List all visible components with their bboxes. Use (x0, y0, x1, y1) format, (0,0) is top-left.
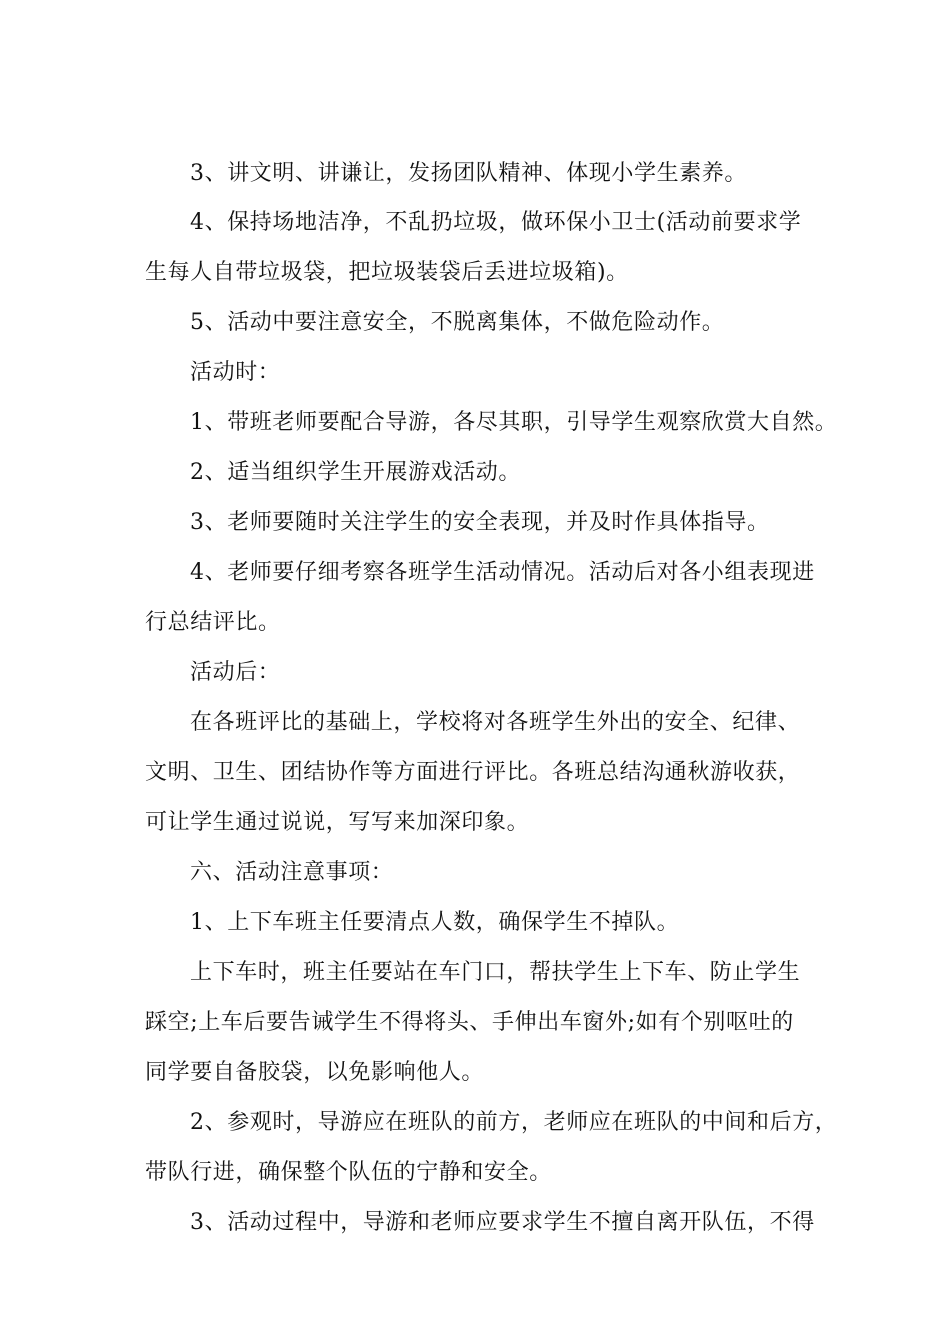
text-line: 上下车时，班主任要站在车门口，帮扶学生上下车、防止学生 (190, 960, 801, 985)
text-line: 4、老师要仔细考察各班学生活动情况。活动后对各小组表现进 (190, 560, 815, 585)
text-line: 可让学生通过说说，写写来加深印象。 (145, 810, 530, 835)
text-line: 1、带班老师要配合导游，各尽其职，引导学生观察欣赏大自然。 (190, 410, 838, 435)
text-line: 1、上下车班主任要清点人数，确保学生不掉队。 (190, 910, 680, 935)
text-line: 踩空;上车后要告诫学生不得将头、手伸出车窗外;如有个别呕吐的 (145, 1010, 794, 1035)
section-heading: 六、活动注意事项： (190, 860, 394, 885)
text-line: 同学要自备胶袋，以免影响他人。 (145, 1060, 485, 1085)
text-line: 2、参观时，导游应在班队的前方，老师应在班队的中间和后方， (190, 1110, 838, 1135)
text-line: 3、讲文明、讲谦让，发扬团队精神、体现小学生素养。 (190, 161, 747, 186)
text-line: 带队行进，确保整个队伍的宁静和安全。 (145, 1160, 552, 1185)
text-line: 文明、卫生、团结协作等方面进行评比。各班总结沟通秋游收获， (145, 760, 801, 785)
text-line: 5、活动中要注意安全，不脱离集体，不做危险动作。 (190, 310, 725, 335)
text-line: 行总结评比。 (145, 610, 281, 635)
text-line: 在各班评比的基础上，学校将对各班学生外出的安全、纪律、 (190, 710, 801, 735)
text-line: 4、保持场地洁净，不乱扔垃圾，做环保小卫士(活动前要求学 (190, 210, 802, 235)
section-heading: 活动后： (190, 660, 281, 685)
text-line: 生每人自带垃圾袋，把垃圾装袋后丢进垃圾箱)。 (145, 260, 629, 285)
text-line: 2、适当组织学生开展游戏活动。 (190, 460, 521, 485)
text-line: 3、老师要随时关注学生的安全表现，并及时作具体指导。 (190, 510, 770, 535)
section-heading: 活动时： (190, 360, 281, 385)
text-line: 3、活动过程中，导游和老师应要求学生不擅自离开队伍，不得 (190, 1210, 815, 1235)
